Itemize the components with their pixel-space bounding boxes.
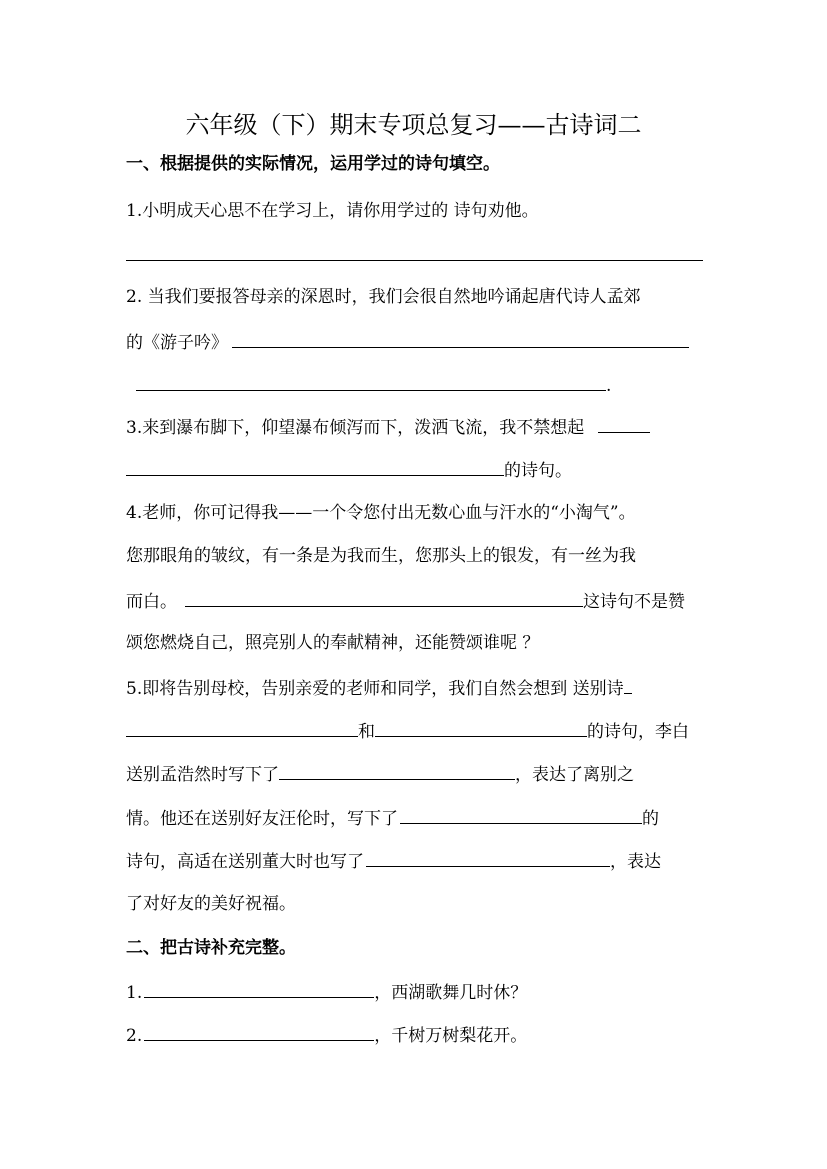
poem-item-1 (126, 980, 527, 1004)
answer-blank-q5d[interactable] (279, 762, 515, 780)
answer-blank-q2a[interactable] (232, 330, 689, 348)
question-2-end: . (606, 376, 612, 396)
question-2-prompt: 的《游子吟》 (126, 333, 228, 353)
question-4-prefix: 而白。 (126, 592, 177, 612)
question-5-line5-prefix: 诗句，高适在送别董大时也写了 (126, 852, 364, 872)
poem-item-2 (126, 1023, 527, 1047)
answer-line-q1[interactable] (126, 260, 703, 261)
question-5-and: 和 (358, 722, 375, 742)
answer-blank-q4[interactable] (185, 589, 583, 607)
poem-item-2-number: 2. (126, 1026, 143, 1046)
question-4-suffix: 这诗句不是赞 (583, 592, 685, 612)
question-4-line1: 4.老师，你可记得我——一个令您付出无数心血与汗水的“小淘气”。 (126, 503, 636, 523)
question-3-prompt: 3.来到瀑布脚下，仰望瀑布倾泻而下，泼洒飞流，我不禁想起 (126, 418, 585, 438)
question-2-line1: 2. 当我们要报答母亲的深恩时，我们会很自然地吟诵起唐代诗人孟郊 (126, 287, 641, 307)
question-5-line6: 了对好友的美好祝福。 (126, 894, 296, 914)
question-4-line3 (126, 589, 685, 613)
answer-blank-q2b[interactable] (136, 373, 606, 391)
question-2-line2 (126, 330, 689, 354)
question-2-line3 (136, 373, 611, 397)
question-5-line5 (126, 849, 661, 873)
answer-blank-q5b[interactable] (126, 719, 358, 737)
question-5-line2 (126, 719, 689, 743)
question-5-line4 (126, 806, 659, 830)
answer-blank-poem-2[interactable] (144, 1023, 374, 1041)
question-4-line2: 您那眼角的皱纹，有一条是为我而生，您那头上的银发，有一丝为我 (126, 546, 636, 566)
question-1: 1.小明成天心思不在学习上，请你用学过的 诗句劝他。 (126, 201, 539, 221)
answer-blank-q5e[interactable] (400, 806, 642, 824)
answer-blank-poem-1[interactable] (144, 980, 374, 998)
page-title: 六年级（下）期末专项总复习——古诗词二 (185, 111, 642, 139)
question-5-prompt: 5.即将告别母校，告别亲爱的老师和同学，我们自然会想到 送别诗 (126, 679, 624, 699)
question-4-line4: 颂您燃烧自己，照亮别人的奉献精神，还能赞颂谁呢 ？ (126, 633, 540, 653)
poem-item-1-number: 1. (126, 983, 143, 1003)
poem-item-2-text: ，千树万树梨花开。 (374, 1026, 528, 1046)
question-5-line2-suffix: 的诗句，李白 (587, 722, 689, 742)
section1-heading: 一、根据提供的实际情况，运用学过的诗句填空。 (126, 154, 500, 174)
question-5-line1 (126, 676, 632, 700)
section2-heading: 二、把古诗补充完整。 (126, 938, 296, 958)
question-5-line3 (126, 762, 634, 786)
answer-blank-q3b[interactable] (126, 458, 504, 476)
question-3-end: 的诗句。 (504, 461, 572, 481)
question-3-line2 (126, 458, 572, 482)
answer-blank-q3a[interactable] (598, 415, 650, 433)
question-5-line3-prefix: 送别孟浩然时写下了 (126, 765, 279, 785)
answer-blank-q5f[interactable] (366, 849, 610, 867)
answer-blank-q5a[interactable] (624, 676, 632, 694)
question-5-line4-prefix: 情。他还在送别好友汪伦时，写下了 (126, 809, 398, 829)
question-5-line3-suffix: ，表达了离别之 (515, 765, 634, 785)
question-3-line1 (126, 415, 650, 439)
question-5-line4-suffix: 的 (642, 809, 659, 829)
answer-blank-q5c[interactable] (375, 719, 587, 737)
question-5-line5-suffix: ，表达 (610, 852, 661, 872)
poem-item-1-text: ，西湖歌舞几时休？ (374, 983, 528, 1003)
